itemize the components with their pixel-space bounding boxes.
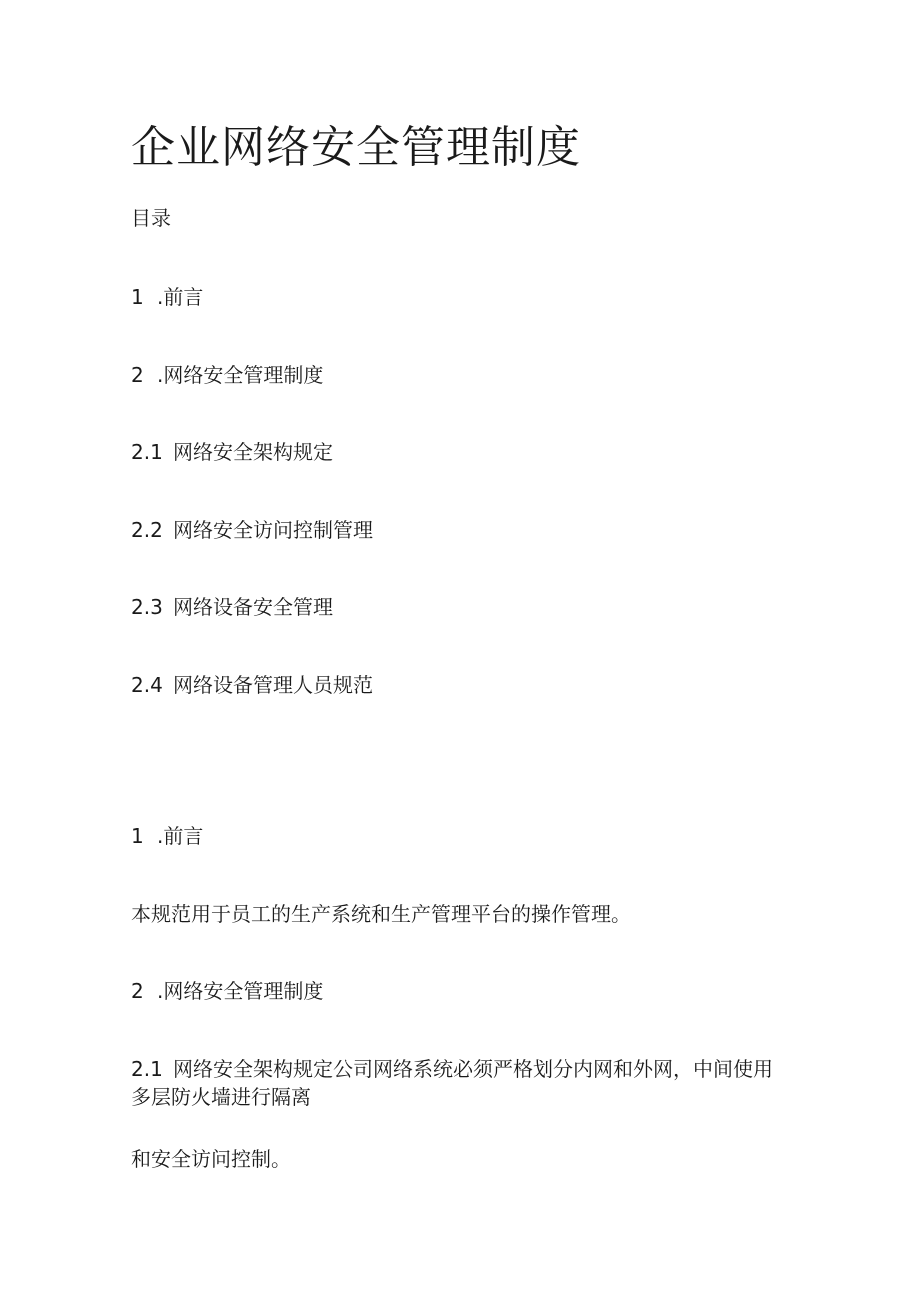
document-title: 企业网络安全管理制度 [131, 122, 581, 173]
toc-item-2 [131, 361, 323, 389]
toc-item-number: 2 [131, 363, 144, 387]
toc-heading: 目录 [131, 206, 171, 230]
toc-item-text: .前言 [157, 285, 204, 309]
toc-item-number: 2.4 [131, 673, 163, 697]
toc-item-2-1 [131, 438, 333, 466]
section-title: .前言 [157, 824, 204, 848]
toc-item-number: 1 [131, 285, 144, 309]
toc-item-2-2 [131, 516, 373, 544]
toc-item-text: 网络设备安全管理 [173, 595, 333, 619]
toc-item-1 [131, 283, 203, 311]
section-1-heading [131, 822, 203, 850]
toc-item-number: 2.2 [131, 518, 163, 542]
section-number: 2 [131, 979, 144, 1003]
toc-item-number: 2.1 [131, 440, 163, 464]
section-2-1-paragraph [131, 1055, 791, 1111]
toc-item-text: 网络设备管理人员规范 [173, 673, 373, 697]
section-text: 网络安全架构规定公司网络系统必须严格划分内网和外网，中间使用多层防火墙进行隔离 [131, 1057, 773, 1109]
toc-item-2-4 [131, 671, 373, 699]
toc-item-text: .网络安全管理制度 [157, 363, 324, 387]
toc-item-text: 网络安全访问控制管理 [173, 518, 373, 542]
toc-item-number: 2.3 [131, 595, 163, 619]
section-number: 2.1 [131, 1057, 163, 1081]
section-1-paragraph: 本规范用于员工的生产系统和生产管理平台的操作管理。 [131, 902, 631, 926]
section-title: .网络安全管理制度 [157, 979, 324, 1003]
section-2-1-continuation: 和安全访问控制。 [131, 1147, 291, 1171]
toc-item-text: 网络安全架构规定 [173, 440, 333, 464]
toc-item-2-3 [131, 593, 333, 621]
section-2-heading [131, 977, 323, 1005]
section-number: 1 [131, 824, 144, 848]
